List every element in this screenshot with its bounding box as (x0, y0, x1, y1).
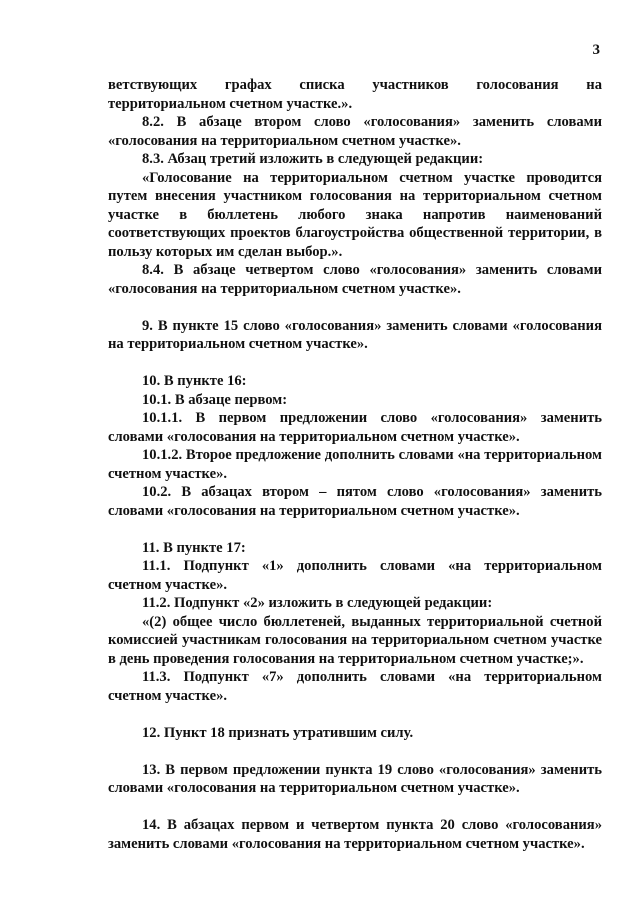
paragraph: 10. В пункте 16: (142, 373, 247, 389)
page-number: 3 (592, 42, 600, 58)
paragraph: 8.4. В абзаце четвертом слово «голосования» заменить словами «голосования на территориальном счетном участке». (108, 262, 602, 297)
paragraph-spacer (108, 520, 602, 539)
paragraph: 10.1. В абзаце первом: (142, 391, 288, 408)
paragraph: ветствующих графах списка участников голосования на территориальном счетном участке.». (108, 77, 602, 112)
paragraph: 14. В абзацах первом и четвертом пункта 20 слово «голосования» заменить словами «голосования на территориальном счетном участке». (108, 817, 602, 852)
paragraph-spacer (108, 742, 602, 761)
paragraph: 11.1. Подпункт «1» дополнить словами «на территориальном счетном участке». (108, 558, 602, 593)
paragraph-spacer (108, 798, 602, 817)
paragraph: 8.2. В абзаце втором слово «голосования» заменить словами «голосования на территориальном счетном участке». (108, 114, 602, 149)
paragraph: «(2) общее число бюллетеней, выданных территориальной счетной комиссией участникам голосования на территориальном счетном участке в день проведения голосования на территориальном счетном участке;». (108, 613, 602, 667)
paragraph-spacer (108, 298, 602, 317)
paragraph: 10.1.2. Второе предложение дополнить словами «на территориальном счетном участке». (108, 447, 602, 482)
paragraph: 12. Пункт 18 признать утратившим силу. (142, 724, 414, 741)
paragraph: 8.3. Абзац третий изложить в следующей редакции: (142, 151, 484, 167)
paragraph: «Голосование на территориальном счетном участке проводится путем внесения участником голосования на территориальном счетном участке в бюллетень любого знака напротив наименований соответствующих проектов благоустройства общественной территории, в пользу которых им сделан выбор.». (108, 169, 602, 260)
paragraph: 11.3. Подпункт «7» дополнить словами «на территориальном счетном участке». (108, 669, 602, 704)
paragraph-spacer (108, 705, 602, 724)
paragraph: 11. В пункте 17: (142, 539, 246, 556)
paragraph: 11.2. Подпункт «2» изложить в следующей редакции: (142, 595, 493, 611)
document-body (108, 76, 602, 853)
paragraph: 13. В первом предложении пункта 19 слово «голосования» заменить словами «голосования на территориальном счетном участке». (108, 761, 602, 796)
paragraph: 9. В пункте 15 слово «голосования» заменить словами «голосования на территориальном счетном участке». (108, 317, 602, 352)
paragraph: 10.1.1. В первом предложении слово «голосования» заменить словами «голосования на территориальном счетном участке». (108, 410, 602, 445)
paragraph: 10.2. В абзацах втором – пятом слово «голосования» заменить словами «голосования на территориальном счетном участке». (108, 484, 602, 519)
paragraph-spacer (108, 354, 602, 373)
